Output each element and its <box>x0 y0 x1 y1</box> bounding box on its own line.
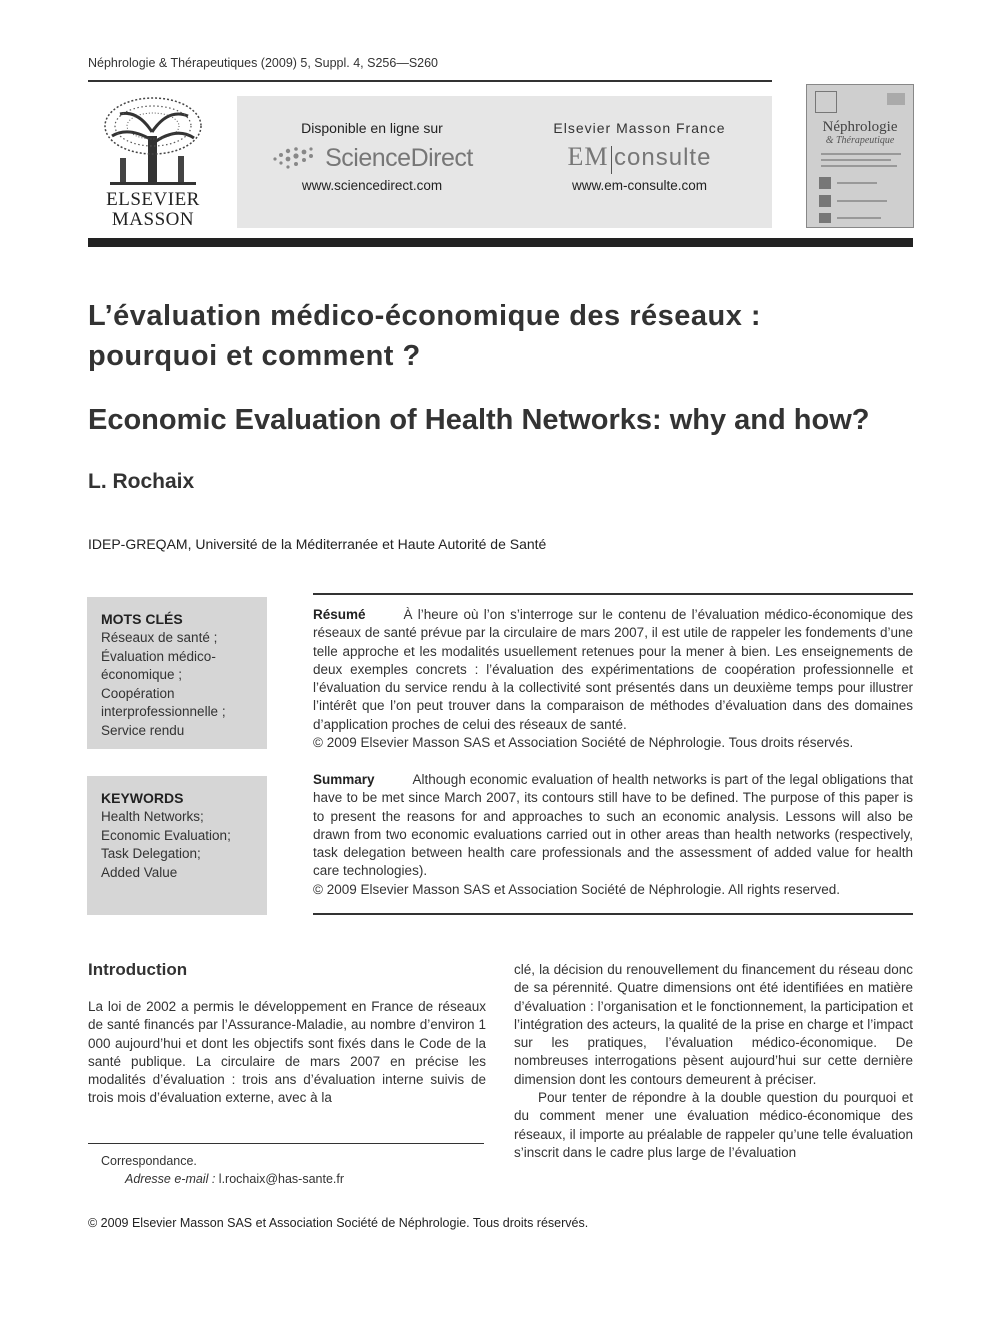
article-title-fr <box>88 296 908 376</box>
body-paragraph: La loi de 2002 a permis le développement en France de réseaux de santé financés par l’Assurance-Maladie, au nombre d’environ 1 000 aujourd’hui et dont les objectifs sont fixés dans le Code de la santé publique. La circulaire de mars 2007 en précise les modalités d’évaluation : trois ans d’évaluation interne suivis de trois mois d’évaluation externe, avec à la <box>88 999 486 1106</box>
keywords-fr-box <box>87 597 267 749</box>
tree-icon <box>98 96 208 188</box>
abstract-top-rule <box>313 593 913 595</box>
footnote-rule <box>88 1143 484 1144</box>
abstract-en <box>313 771 913 899</box>
elsevier-masson-logo <box>88 96 218 232</box>
keyword-item: Évaluation médico- <box>101 648 216 664</box>
sciencedirect-block <box>237 120 507 193</box>
logo-text-masson: MASSON <box>111 209 195 230</box>
sciencedirect-caption: Disponible en ligne sur <box>301 120 443 136</box>
body-column-right <box>514 961 913 1162</box>
keyword-item: Service rendu <box>101 722 185 738</box>
header-rule <box>88 80 772 82</box>
online-availability-banner <box>237 96 772 228</box>
body-paragraph: clé, la décision du renouvellement du financement du réseau donc de sa pérennité. Quatre dimensions ont été identifiées en matière d’évaluation : l’organisation et le fonctionnement, la participation et l’intégration des acteurs, la qualité de la prise en charge et l’impact sur les pratiques, l’évaluation médico-économique. De nombreuses interrogations pèsent aujourd’hui sur cette dernière dimension dont les contours demeurent à préciser. <box>514 962 913 1087</box>
abstract-fr-copyright: © 2009 Elsevier Masson SAS et Association Société de Néphrologie. Tous droits réservés. <box>313 735 854 751</box>
keywords-en-heading: KEYWORDS <box>101 790 184 806</box>
correspondence-label: Correspondance. <box>101 1154 197 1168</box>
keywords-en-box <box>87 776 267 915</box>
author-affiliation: IDEP-GREQAM, Université de la Méditerranée et Haute Autorité de Santé <box>88 536 547 552</box>
keyword-item: Economic Evaluation; <box>101 827 231 843</box>
journal-reference: Néphrologie & Thérapeutiques (2009) 5, Suppl. 4, S256—S260 <box>88 56 439 70</box>
keyword-item: Coopération <box>101 685 175 701</box>
cover-title: Néphrologie <box>822 119 898 135</box>
emconsulte-consult: consulte <box>614 144 712 172</box>
logo-text-elsevier: ELSEVIER <box>106 189 200 210</box>
abstract-fr-label: Résumé <box>313 607 366 622</box>
keywords-fr-heading: MOTS CLÉS <box>101 611 183 627</box>
abstract-en-copyright: © 2009 Elsevier Masson SAS et Association Société de Néphrologie. All rights reserved. <box>313 881 840 897</box>
abstract-en-label: Summary <box>313 772 375 787</box>
page-copyright: © 2009 Elsevier Masson SAS et Association Société de Néphrologie. Tous droits réservés. <box>88 1216 589 1230</box>
cover-subtitle: & Thérapeutique <box>825 135 895 146</box>
sciencedirect-url[interactable]: www.sciencedirect.com <box>301 178 443 193</box>
keyword-item: Health Networks; <box>101 809 204 824</box>
section-heading-introduction: Introduction <box>88 960 188 979</box>
abstract-bottom-rule <box>313 913 913 915</box>
article-title-fr-line2: pourquoi et comment ? <box>88 340 421 372</box>
body-column-left <box>88 998 486 1108</box>
article-title-fr-line1: L’évaluation médico-économique des réseaux : <box>88 300 762 332</box>
journal-cover <box>806 84 914 228</box>
correspondence-footnote <box>101 1152 344 1188</box>
keyword-item: interprofessionnelle ; <box>101 704 226 719</box>
emconsulte-logo <box>507 142 772 174</box>
abstract-fr <box>313 606 913 752</box>
emconsulte-caption: Elsevier Masson France <box>553 120 726 136</box>
emconsulte-url[interactable]: www.em-consulte.com <box>571 178 708 193</box>
body-paragraph: Pour tenter de répondre à la double question du pourquoi et du comment mener une évaluation médico-économique des réseaux, il importe au préalable de rappeler qu’une telle évaluation s’inscrit dans le cadre plus large de l’évaluation <box>514 1090 913 1160</box>
abstract-en-text: Although economic evaluation of health networks is part of the legal obligations that have to be met since March 2007, its contours still have to be defined. The purpose of this paper is to present the reasons for and approaches to such an economic analysis. Lessons will also be drawn from two economic evaluations carried out in other areas than health networks (respectively, task delegation between health care professionals and the assessment of added value for health care technologies). <box>313 772 913 879</box>
sciencedirect-logo <box>237 142 507 174</box>
email-label: Adresse e-mail : <box>125 1172 216 1186</box>
sciencedirect-dots-icon <box>271 145 317 171</box>
keyword-item: Added Value <box>101 864 178 880</box>
emconsulte-em: EM <box>567 142 609 172</box>
header-thick-rule <box>88 238 913 247</box>
article-title-en: Economic Evaluation of Health Networks: why and how? <box>88 404 870 436</box>
keyword-item: Task Delegation; <box>101 846 201 861</box>
abstract-fr-text: À l’heure où l’on s’interroge sur le contenu de l’évaluation médico-économique des réseaux de santé prévue par la circulaire de mars 2007, il est utile de rappeler les fondements d’une telle approche et les modalités usuellement retenues pour la mener à bien. Les enseignements de deux exemples concrets : l’évaluation des expérimentations de coopération professionnelle et l’évaluation du service rendu à la collectivité sont présentés dans un deuxième temps pour illustrer l’intérêt que l’on peut trouver dans la comparaison de méthodes d’évaluation dans des domaines d’application proches de celui des réseaux de santé. <box>313 607 913 732</box>
keyword-item: économique ; <box>101 667 183 682</box>
sciencedirect-wordmark: ScienceDirect <box>325 143 473 172</box>
emconsulte-block <box>507 120 772 193</box>
keyword-item: Réseaux de santé ; <box>101 630 218 645</box>
author-email[interactable]: l.rochaix@has-sante.fr <box>218 1172 345 1186</box>
author-name: L. Rochaix <box>88 470 195 493</box>
